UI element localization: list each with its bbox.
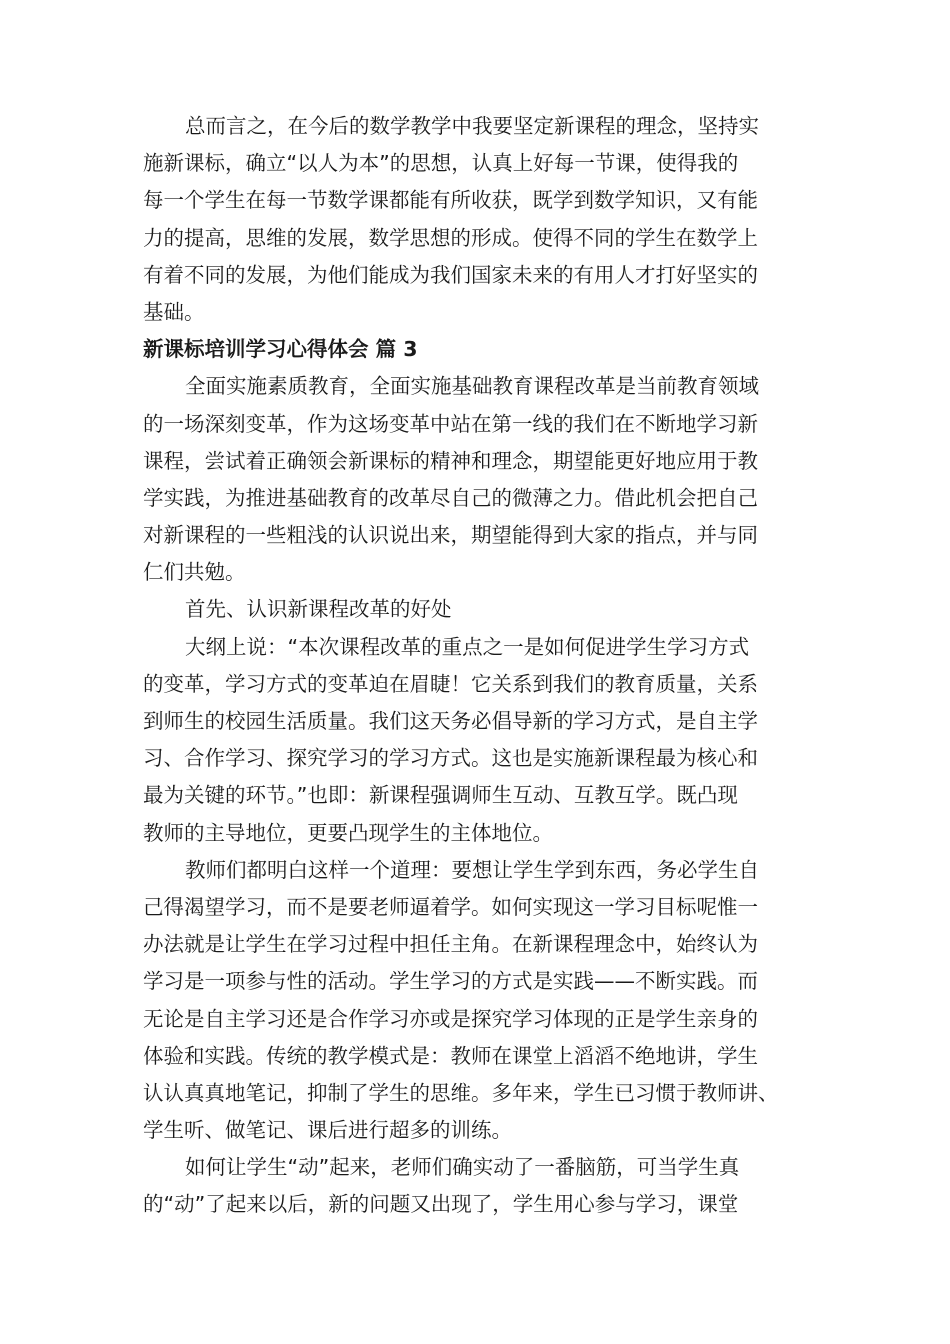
text-line: 己得渴望学习，而不是要老师逼着学。如何实现这一学习目标呢惟一 (143, 894, 758, 919)
text-line: 体验和实践。传统的教学模式是：教师在课堂上滔滔不绝地讲，学生 (143, 1043, 758, 1068)
paragraph-teachers (143, 852, 808, 1150)
text-line: 每一个学生在每一节数学课都能有所收获，既学到数学知识，又有能 (143, 188, 758, 213)
text-line: 有着不同的发展，为他们能成为我们国家未来的有用人才打好坚实的 (143, 262, 758, 287)
text-line: 全面实施素质教育，全面实施基础教育课程改革是当前教育领域 (185, 374, 759, 399)
text-line: 的变革，学习方式的变革迫在眉睫！它关系到我们的教育质量，关系 (143, 671, 758, 696)
text-line: 学实践，为推进基础教育的改革尽自己的微薄之力。借此机会把自己 (143, 485, 758, 510)
text-line: 办法就是让学生在学习过程中担任主角。在新课程理念中，始终认为 (143, 932, 758, 957)
text-line: 施新课标，确立“以人为本”的思想，认真上好每一节课，使得我的 (143, 151, 739, 176)
paragraph-conclusion (143, 108, 808, 331)
paragraph-intro (143, 368, 808, 591)
text-line: 如何让学生“动”起来，老师们确实动了一番脑筋，可当学生真 (185, 1155, 740, 1180)
text-line: 基础。 (143, 299, 205, 324)
text-line: 学习是一项参与性的活动。学生学习的方式是实践——不断实践。而 (143, 969, 758, 994)
text-line: 力的提高，思维的发展，数学思想的形成。使得不同的学生在数学上 (143, 225, 758, 250)
text-line: 的一场深刻变革，作为这场变革中站在第一线的我们在不断地学习新 (143, 411, 758, 436)
document-page (143, 108, 808, 1224)
text-line: 教师们都明白这样一个道理：要想让学生学到东西，务必学生自 (185, 857, 759, 882)
text-line: 对新课程的一些粗浅的认识说出来，期望能得到大家的指点，并与同 (143, 523, 758, 548)
text-line: 最为关键的环节。”也即：新课程强调师生互动、互教互学。既凸现 (143, 783, 738, 808)
text-line: 课程，尝试着正确领会新课标的精神和理念，期望能更好地应用于教 (143, 448, 758, 473)
text-line: 的“动”了起来以后，新的问题又出现了，学生用心参与学习，课堂 (143, 1192, 739, 1217)
text-line: 总而言之，在今后的数学教学中我要坚定新课程的理念，坚持实 (185, 114, 759, 138)
text-line: 习、合作学习、探究学习的学习方式。这也是实施新课程最为核心和 (143, 746, 758, 771)
section-heading: 新课标培训学习心得体会 篇 3 (143, 337, 418, 362)
text-line: 到师生的校园生活质量。我们这天务必倡导新的学习方式，是自主学 (143, 709, 758, 733)
text-line: 无论是自主学习还是合作学习亦或是探究学习体现的正是学生亲身的 (143, 1006, 758, 1031)
text-line: 学生听、做笔记、课后进行超多的训练。 (143, 1118, 512, 1143)
paragraph-students-active (143, 1149, 808, 1223)
paragraph-subheading (143, 591, 808, 628)
text-line: 首先、认识新课程改革的好处 (185, 597, 452, 622)
paragraph-syllabus-quote (143, 629, 808, 852)
text-line: 大纲上说：“本次课程改革的重点之一是如何促进学生学习方式 (185, 634, 750, 659)
text-line: 教师的主导地位，更要凸现学生的主体地位。 (143, 820, 553, 845)
text-line: 认认真真地笔记，抑制了学生的思维。多年来，学生已习惯于教师讲、 (143, 1080, 779, 1105)
text-line: 仁们共勉。 (143, 560, 246, 585)
